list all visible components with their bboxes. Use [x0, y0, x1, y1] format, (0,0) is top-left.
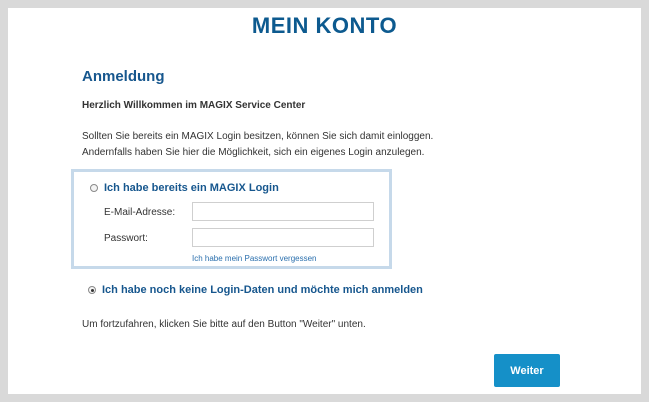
next-button[interactable]: Weiter: [494, 354, 560, 387]
email-label: E-Mail-Adresse:: [104, 207, 176, 218]
existing-login-box: [71, 169, 392, 269]
new-account-option-label[interactable]: Ich habe noch keine Login-Daten und möchte mich anmelden: [102, 284, 423, 296]
intro-line-2: Andernfalls haben Sie hier die Möglichkeit, sich ein eigenes Login anzulegen.: [82, 147, 425, 158]
new-account-radio[interactable]: [88, 286, 96, 294]
page-container: [8, 8, 641, 394]
forgot-password-link[interactable]: Ich habe mein Passwort vergessen: [192, 254, 317, 263]
section-title: Anmeldung: [82, 68, 165, 85]
password-label: Passwort:: [104, 233, 148, 244]
existing-login-option-label[interactable]: Ich habe bereits ein MAGIX Login: [104, 182, 279, 194]
email-input[interactable]: [192, 202, 374, 221]
page-title: MEIN KONTO: [251, 13, 398, 38]
continue-hint: Um fortzufahren, klicken Sie bitte auf den Button "Weiter" unten.: [82, 319, 366, 330]
existing-login-radio[interactable]: [90, 184, 98, 192]
intro-text: [82, 129, 433, 161]
password-input[interactable]: [192, 228, 374, 247]
intro-line-1: Sollten Sie bereits ein MAGIX Login besitzen, können Sie sich damit einloggen.: [82, 131, 434, 142]
welcome-heading: Herzlich Willkommen im MAGIX Service Center: [82, 100, 306, 111]
